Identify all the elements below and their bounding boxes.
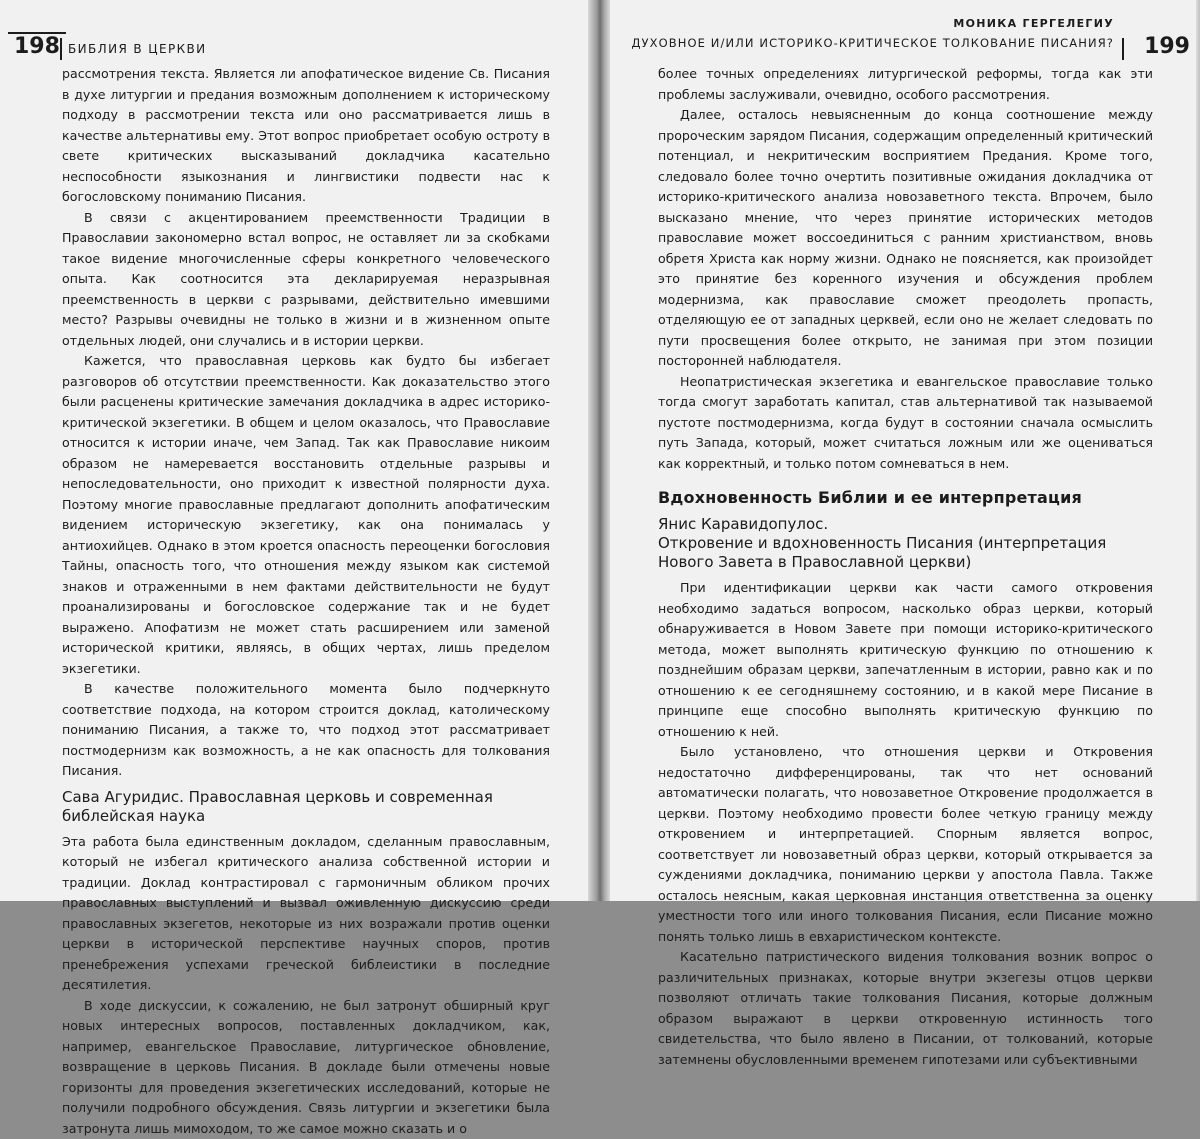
paragraph: рассмотрения текста. Является ли апофатическое видение Св. Писания в духе литургии и предания возможным дополнением к историческому подходу в рассмотрении текста или оно рассматривается лишь в качестве альтернативы ему. Этот вопрос приобретает особую остроту в свете критических высказываний докладчика касательно неспособности языкознания и лингвистики подвести нас к богословскому пониманию Писания. xyxy=(62,64,550,208)
right-page-body xyxy=(658,64,1153,1070)
paragraph: более точных определениях литургической реформы, тогда как эти проблемы заслуживали, очевидно, особого рассмотрения. xyxy=(658,64,1153,105)
author-header: МОНИКА ГЕРГЕЛЕГИУ xyxy=(953,17,1114,30)
subsection-author: Янис Каравидопулос. xyxy=(658,515,1153,534)
left-running-title: БИБЛИЯ В ЦЕРКВИ xyxy=(68,42,207,56)
section-heading: Вдохновенность Библии и ее интерпретация xyxy=(658,487,1153,509)
subsection-title: Откровение и вдохновенность Писания (интерпретация Нового Завета в Православной церкви) xyxy=(658,534,1153,572)
paragraph: Эта работа была единственным докладом, сделанным православным, который не избегал критического анализа собственной истории и традиции. Доклад контрастировал с гармоничным обликом прочих православных выступлений и вызвал оживленную дискуссию среди православных экзегетов, некоторые из них возражали против оценки церкви в исторической перспективе научных споров, против пренебрежения успехами греческой библеистики в последние десятилетия. xyxy=(62,832,550,996)
section-subheading: Сава Агуридис. Православная церковь и современная библейская наука xyxy=(62,788,550,826)
paragraph: Касательно патристического видения толкования возник вопрос о различительных признаках, которые внутри экзегезы отцов церкви позволяют отличать такие толкования Писания, которые должным образом выражают в церкви откровенную истинность того свидетельства, что было явлено в Писании, от толкований, которые затемнены обусловленными временем гипотезами или субъективными xyxy=(658,947,1153,1070)
right-running-header xyxy=(610,26,1200,60)
paragraph: В связи с акцентированием преемственности Традиции в Православии закономерно встал вопрос, не оставляет ли за скобками такое видение многочисленные сферы конкретного человеческого опыта. Как соотносится эта декларируемая неразрывная преемственность в церкви с разрывами, действительно имевшими место? Разрывы очевидны не только в жизни и в жизненном опыте отдельных людей, они случались и в истории церкви. xyxy=(62,208,550,352)
paragraph: Неопатристическая экзегетика и евангельское православие только тогда смогут заработать капитал, став альтернативой так называемой пустоте постмодернизма, когда будут в состоянии сначала осмыслить путь Запада, который, может считаться ложным или же оцениваться как корректный, и только потом сомневаться в нем. xyxy=(658,372,1153,475)
paragraph: В ходе дискуссии, к сожалению, не был затронут обширный круг новых интересных вопросов, поставленных докладчиком, как, например, евангельское Православие, литургическое обновление, возвращение в церковь Писания. В докладе были отмечены новые горизонты для проведения экзегетических исследований, которые не получили подробного обсуждения. Связь литургии и экзегетики была затронута лишь мимоходом, то же самое можно сказать и о xyxy=(62,996,550,1139)
paragraph: В качестве положительного момента было подчеркнуто соответствие подхода, на котором строится доклад, католическому пониманию Писания, а также то, что подход этот рассматривает постмодернизм как возможность, а не как опасность для толкования Писания. xyxy=(62,679,550,782)
paragraph: При идентификации церкви как части самого откровения необходимо задаться вопросом, насколько образ церкви, который обнаруживается в Новом Завете при помощи историко-критического метода, может выполнять критическую функцию по отношению к позднейшим образам церкви, запечатленным в истории, равно как и по отношению к ее сегодняшнему состоянию, и в какой мере Писание в принципе еще способно выполнять критическую функцию по отношению к ней. xyxy=(658,578,1153,742)
left-page-body xyxy=(62,64,550,1139)
left-page xyxy=(0,0,588,901)
left-running-header xyxy=(0,26,588,60)
paragraph: Далее, осталось невыясненным до конца соотношение между пророческим зарядом Писания, содержащим определенный критический потенциал, и некритическим восприятием Предания. Кроме того, следовало более точно очертить позитивные ожидания докладчика от историко-критического анализа новозаветного текста. Впрочем, было высказано мнение, что через принятие исторических методов православие может воссоединиться с ранним христианством, вновь обретя Христа как норму жизни. Однако не поясняется, как произойдет это принятие без коренного изучения и обсуждения проблем модернизма, как православие сможет преодолеть пропасть, отделяющую ее от западных церквей, если оно не желает следовать по пути просвещения более открыто, не занимая при этом позиции посторонней наблюдателя. xyxy=(658,105,1153,372)
paragraph: Было установлено, что отношения церкви и Откровения недостаточно дифференцированы, так что нет оснований автоматически полагать, что новозаветное Откровение продолжается в церкви. Поэтому необходимо провести более четкую границу между откровением и интерпретацией. Спорным является вопрос, соответствует ли новозаветный образ церкви, который открывается за суждениями докладчика, пониманию церкви у апостола Павла. Также осталось неясным, какая церковная инстанция ответственна за оценку уместности того или иного толкования Писания, если Писание можно понять только лишь в евхаристическом контексте. xyxy=(658,742,1153,947)
header-divider xyxy=(1122,38,1124,60)
header-divider xyxy=(60,38,62,60)
right-running-title: ДУХОВНОЕ И/ИЛИ ИСТОРИКО-КРИТИЧЕСКОЕ ТОЛКОВАНИЕ ПИСАНИЯ? xyxy=(631,36,1114,50)
left-page-number: 198 xyxy=(14,34,60,59)
right-page xyxy=(610,0,1200,901)
paragraph: Кажется, что православная церковь как будто бы избегает разговоров об отсутствии преемственности. Как доказательство этого были расценены критические замечания докладчика в адрес историко-критической экзегетики. В общем и целом оказалось, что Православие относится к истории иначе, чем Запад. Так как Православие никоим образом не намеревается восстановить отдельные разрывы и непоследовательности, оно приходит к известной полярности духа. Поэтому многие православные предлагают дополнить апофатическим видением историческую экзегетику, как она понималась у антиохийцев. Однако в этом кроется опасность переоценки богословия Тайны, опасность того, что отношения между языком как системой знаков и отраженными в нем фактами действительности не будут проанализированы и богословское содержание так и не будет выражено. Апофатизм не может стать расширением или заменой исторической критики, являясь, в общих чертах, лишь пределом экзегетики. xyxy=(62,351,550,679)
book-gutter xyxy=(588,0,610,901)
right-page-number: 199 xyxy=(1144,34,1190,59)
page-edge xyxy=(1196,0,1200,901)
